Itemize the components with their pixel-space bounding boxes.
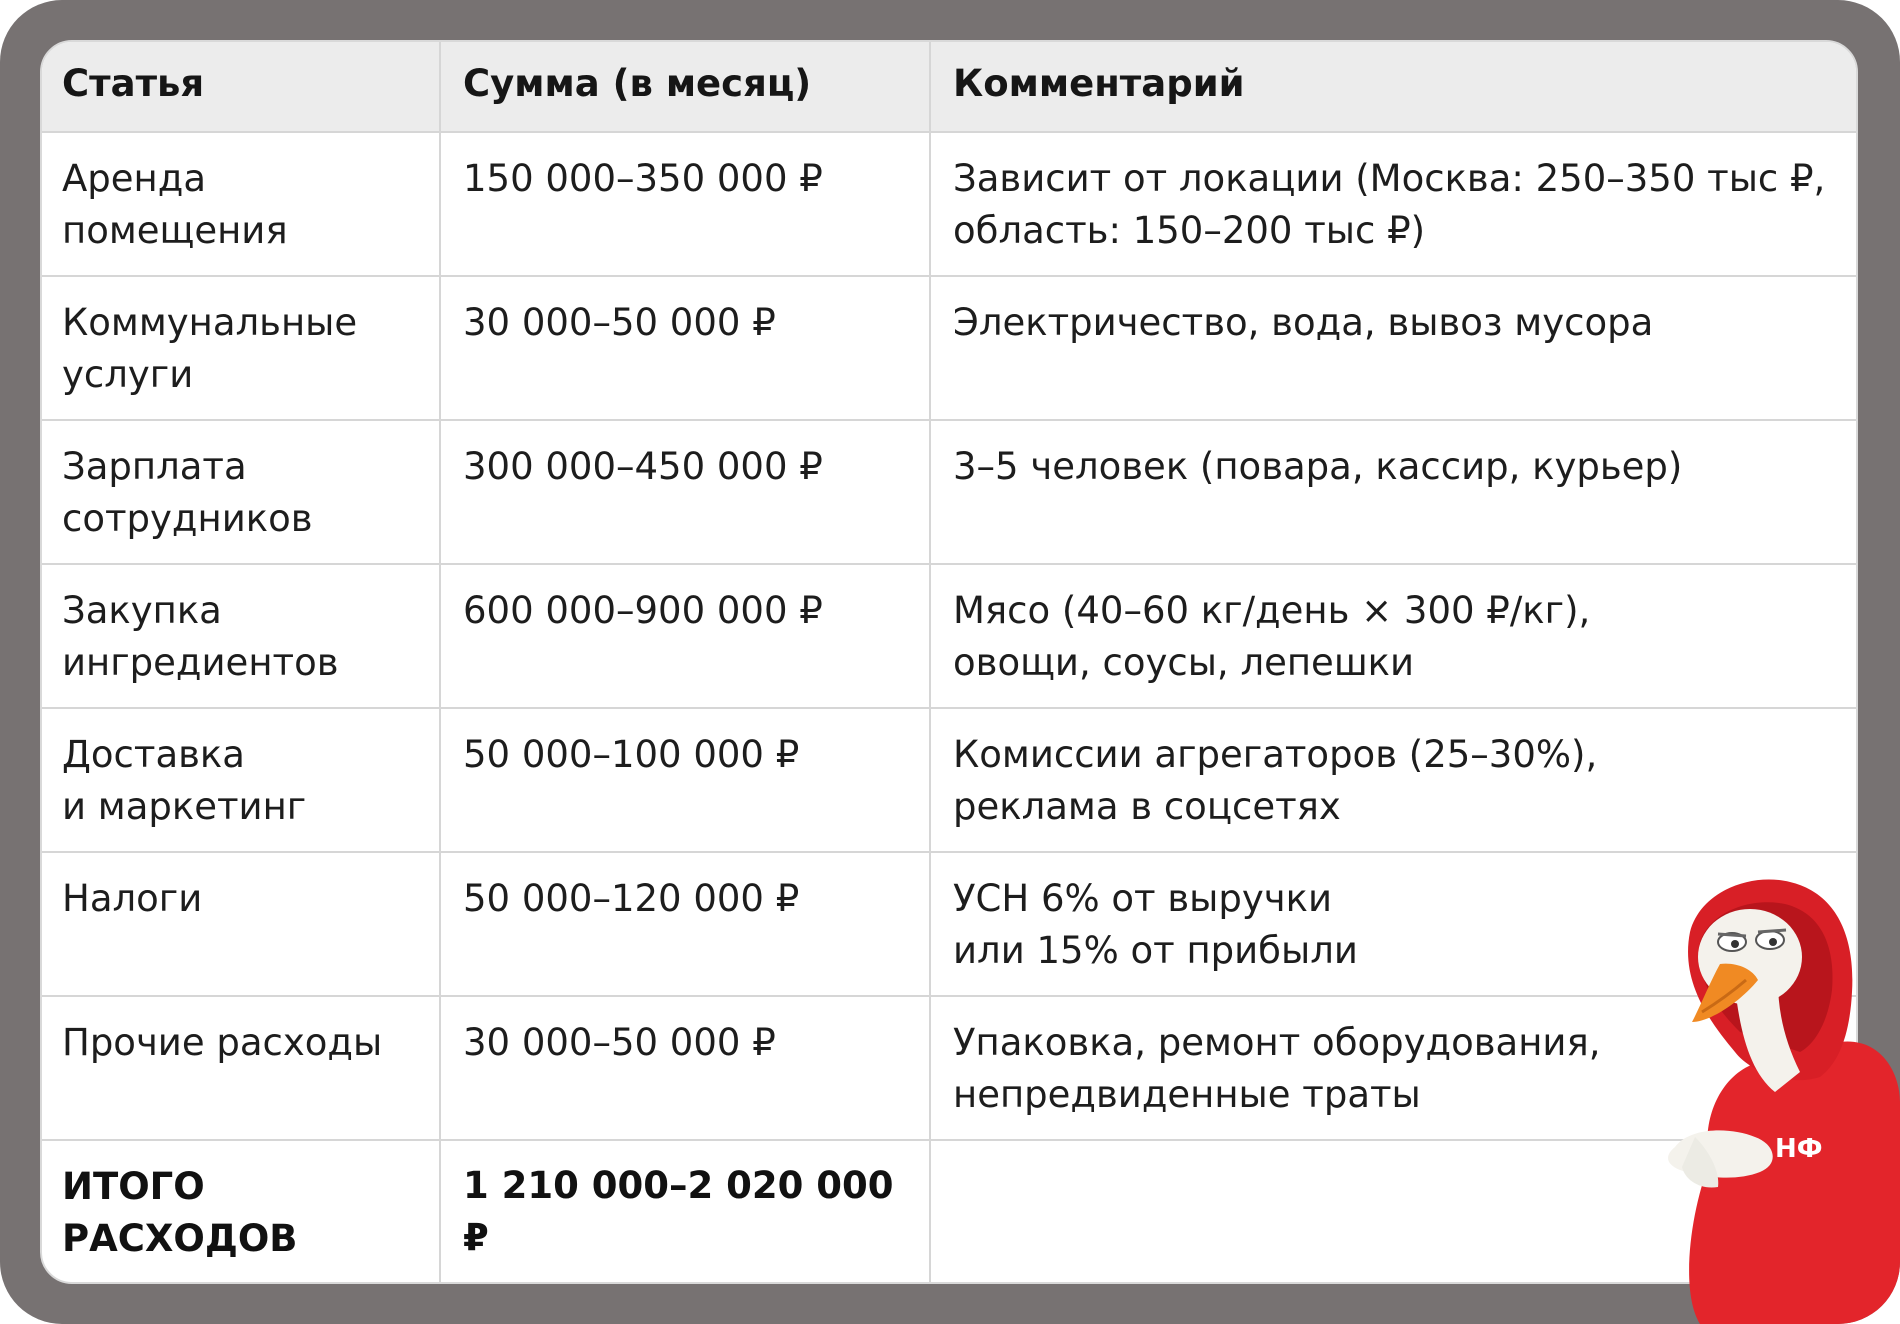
- row-item: [40, 996, 440, 1140]
- row-comment-text: 3–5 человек (повара, кассир, курьер): [953, 445, 1683, 488]
- header-sum: Сумма (в месяц): [440, 40, 930, 132]
- table-header-row: [40, 40, 1858, 132]
- total-row: [40, 1140, 1858, 1282]
- row-sum: 30 000–50 000 ₽: [440, 276, 930, 420]
- expenses-table-card: [40, 40, 1858, 1284]
- table-row: [40, 708, 1858, 852]
- hoodie-logo: НФ: [1775, 1134, 1823, 1164]
- row-item: [40, 708, 440, 852]
- row-comment-text: Комиссии агрегаторов (25–30%), реклама в соцсетях: [953, 733, 1598, 828]
- row-item-text: Доставка и маркетинг: [62, 733, 307, 828]
- row-comment: [930, 564, 1858, 708]
- total-label-text: ИТОГО РАСХОДОВ: [62, 1165, 298, 1260]
- row-comment: [930, 420, 1858, 564]
- row-sum: 30 000–50 000 ₽: [440, 996, 930, 1140]
- table-row: [40, 852, 1858, 996]
- row-comment-text: Мясо (40–60 кг/день × 300 ₽/кг), овощи, соусы, лепешки: [953, 589, 1591, 684]
- table-row: [40, 276, 1858, 420]
- table-row: [40, 564, 1858, 708]
- table-row: [40, 420, 1858, 564]
- row-comment: [930, 276, 1858, 420]
- row-sum: 300 000–450 000 ₽: [440, 420, 930, 564]
- row-item: [40, 276, 440, 420]
- table-row: [40, 996, 1858, 1140]
- row-comment-text: Зависит от локации (Москва: 250–350 тыс ₽, область: 150–200 тыс ₽): [953, 157, 1826, 252]
- row-sum: 150 000–350 000 ₽: [440, 132, 930, 276]
- expenses-table: [40, 40, 1858, 1282]
- row-item-text: Прочие расходы: [62, 1021, 383, 1064]
- row-comment: [930, 708, 1858, 852]
- row-comment: [930, 132, 1858, 276]
- row-item-text: Зарплата сотрудников: [62, 445, 313, 540]
- row-item: [40, 132, 440, 276]
- row-item: [40, 852, 440, 996]
- row-item: [40, 420, 440, 564]
- total-label: [40, 1140, 440, 1282]
- row-comment-text: Упаковка, ремонт оборудования, непредвиденные траты: [953, 1021, 1601, 1116]
- header-comment: Комментарий: [930, 40, 1858, 132]
- row-sum: 50 000–120 000 ₽: [440, 852, 930, 996]
- goose-mascot-icon: [1640, 872, 1900, 1324]
- row-item-text: Коммунальные услуги: [62, 301, 358, 396]
- row-item: [40, 564, 440, 708]
- row-comment-text: УСН 6% от выручки или 15% от прибыли: [953, 877, 1358, 972]
- table-row: [40, 132, 1858, 276]
- row-item-text: Закупка ингредиентов: [62, 589, 339, 684]
- total-sum: 1 210 000–2 020 000 ₽: [440, 1140, 930, 1282]
- row-comment-text: Электричество, вода, вывоз мусора: [953, 301, 1654, 344]
- header-item: Статья: [40, 40, 440, 132]
- row-item-text: Налоги: [62, 877, 203, 920]
- row-sum: 50 000–100 000 ₽: [440, 708, 930, 852]
- row-sum: 600 000–900 000 ₽: [440, 564, 930, 708]
- row-item-text: Аренда помещения: [62, 157, 288, 252]
